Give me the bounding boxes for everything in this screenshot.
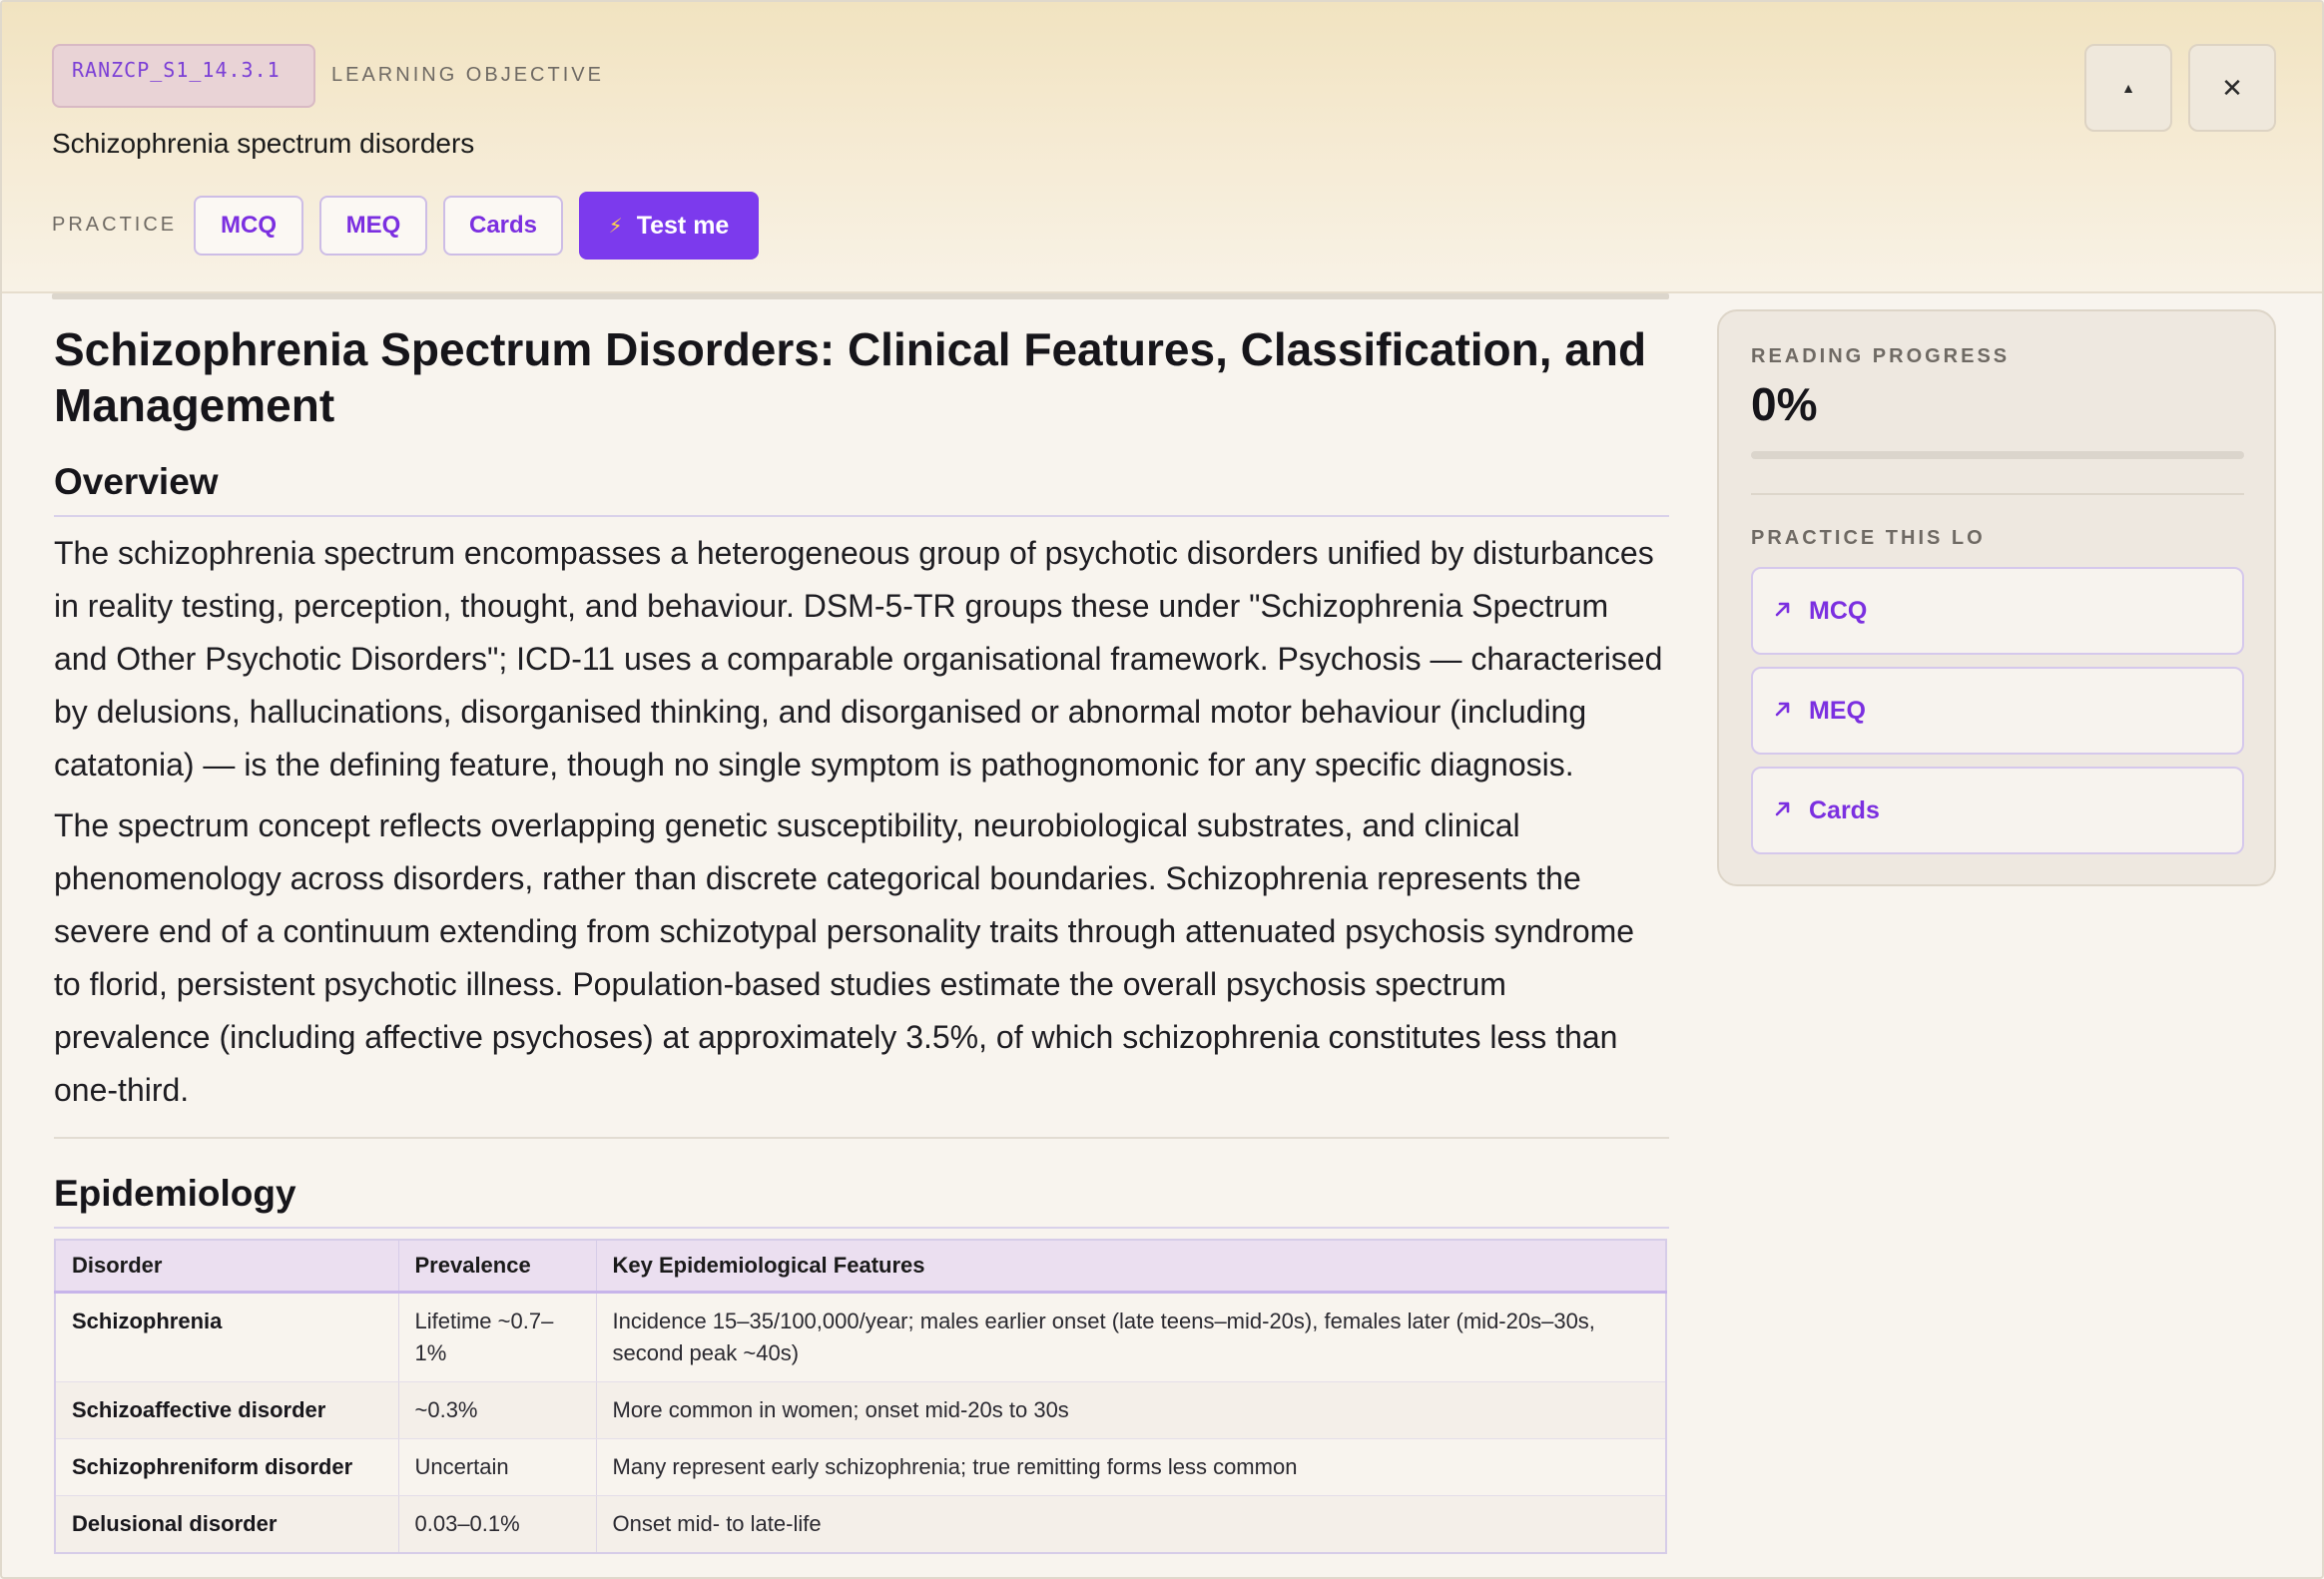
sidebar-mcq-link[interactable] — [1751, 567, 2244, 655]
cell-features: Onset mid- to late-life — [596, 1495, 1666, 1553]
caret-up-icon: ▲ — [2121, 80, 2135, 96]
sidebar-meq-link[interactable] — [1751, 667, 2244, 755]
header — [2, 2, 2322, 293]
cell-prevalence: ~0.3% — [398, 1381, 596, 1438]
overview-paragraph-1: The schizophrenia spectrum encompasses a heterogeneous group of psychotic disorders unified by disturbances in reality testing, perception, thought, and behaviour. DSM-5-TR groups these under "Schizophrenia Spectrum and Other Psychotic Disorders"; ICD-11 uses a comparable organisational framework. Psychosis — characterised by delusions, hallucinations, disorganised thinking, and disorganised or abnormal motor behaviour (including catatonia) — is the defining feature, though no single symptom is pathognomonic for any specific diagnosis. — [54, 535, 1663, 783]
lo-title: Schizophrenia spectrum disorders — [52, 128, 475, 159]
collapse-button[interactable] — [2084, 44, 2172, 132]
cell-disorder: Schizophrenia — [55, 1292, 398, 1381]
sidebar-panel — [1717, 309, 2276, 886]
cell-disorder: Delusional disorder — [55, 1495, 398, 1553]
column-header-prevalence: Prevalence — [398, 1240, 596, 1292]
practice-mcq-button[interactable]: MCQ — [194, 196, 303, 256]
table-row — [55, 1381, 1666, 1438]
overview-paragraph-2: The spectrum concept reflects overlapping genetic susceptibility, neurobiological substrates, and clinical phenomenology across disorders, rather than discrete categorical boundaries. Schizophrenia represents the severe end of a continuum extending from schizotypal personality traits through attenuated psychosis syndrome to florid, persistent psychotic illness. Population-based studies estimate the overall psychosis spectrum prevalence (including affective psychoses) at approximately 3.5%, of which schizophrenia constitutes less than one-third. — [54, 807, 1635, 1108]
table-row — [55, 1495, 1666, 1553]
cell-disorder: Schizoaffective disorder — [55, 1381, 398, 1438]
table-header-row — [55, 1240, 1666, 1292]
article — [54, 321, 1669, 1554]
arrow-up-right-icon — [1773, 796, 1793, 825]
close-button[interactable] — [2188, 44, 2276, 132]
cell-prevalence: Lifetime ~0.7–1% — [398, 1292, 596, 1381]
test-me-label: Test me — [636, 211, 730, 240]
lo-label: LEARNING OBJECTIVE — [331, 64, 604, 86]
sidebar-link-label: MEQ — [1809, 696, 1866, 725]
cell-disorder: Schizophreniform disorder — [55, 1438, 398, 1495]
lightning-icon: ⚡ — [608, 215, 623, 238]
table-row — [55, 1438, 1666, 1495]
content-top-rule — [52, 293, 1669, 299]
sidebar-link-label: MCQ — [1809, 596, 1868, 625]
practice-meq-button[interactable]: MEQ — [319, 196, 427, 256]
reading-progress-value: 0% — [1751, 378, 1818, 430]
article-title: Schizophrenia Spectrum Disorders: Clinical Features, Classification, and Management — [54, 323, 1647, 431]
sidebar-link-label: Cards — [1809, 795, 1880, 824]
cell-features: Many represent early schizophrenia; true remitting forms less common — [596, 1438, 1666, 1495]
reading-progress-bar — [1751, 451, 2244, 459]
arrow-up-right-icon — [1773, 597, 1793, 626]
close-icon: ✕ — [2221, 72, 2243, 103]
practice-this-lo-label: PRACTICE THIS LO — [1751, 527, 1986, 549]
cell-prevalence: Uncertain — [398, 1438, 596, 1495]
column-header-disorder: Disorder — [55, 1240, 398, 1292]
epidemiology-heading: Epidemiology — [54, 1173, 1669, 1229]
cell-features: More common in women; onset mid-20s to 30s — [596, 1381, 1666, 1438]
sidebar-divider — [1751, 493, 2244, 495]
cell-prevalence: 0.03–0.1% — [398, 1495, 596, 1553]
arrow-up-right-icon — [1773, 697, 1793, 726]
column-header-features: Key Epidemiological Features — [596, 1240, 1666, 1292]
table-row — [55, 1292, 1666, 1381]
epidemiology-table — [54, 1239, 1667, 1554]
section-divider — [54, 1137, 1669, 1139]
lo-code-badge: RANZCP_S1_14.3.1 — [52, 44, 315, 108]
cell-features: Incidence 15–35/100,000/year; males earlier onset (late teens–mid-20s), females later (mid-20s–30s, second peak ~40s) — [596, 1292, 1666, 1381]
practice-label: PRACTICE — [52, 214, 178, 236]
sidebar-cards-link[interactable] — [1751, 767, 2244, 854]
overview-heading: Overview — [54, 461, 1669, 517]
test-me-button[interactable] — [579, 192, 759, 260]
practice-cards-button[interactable]: Cards — [443, 196, 563, 256]
reading-progress-label: READING PROGRESS — [1751, 345, 2011, 367]
